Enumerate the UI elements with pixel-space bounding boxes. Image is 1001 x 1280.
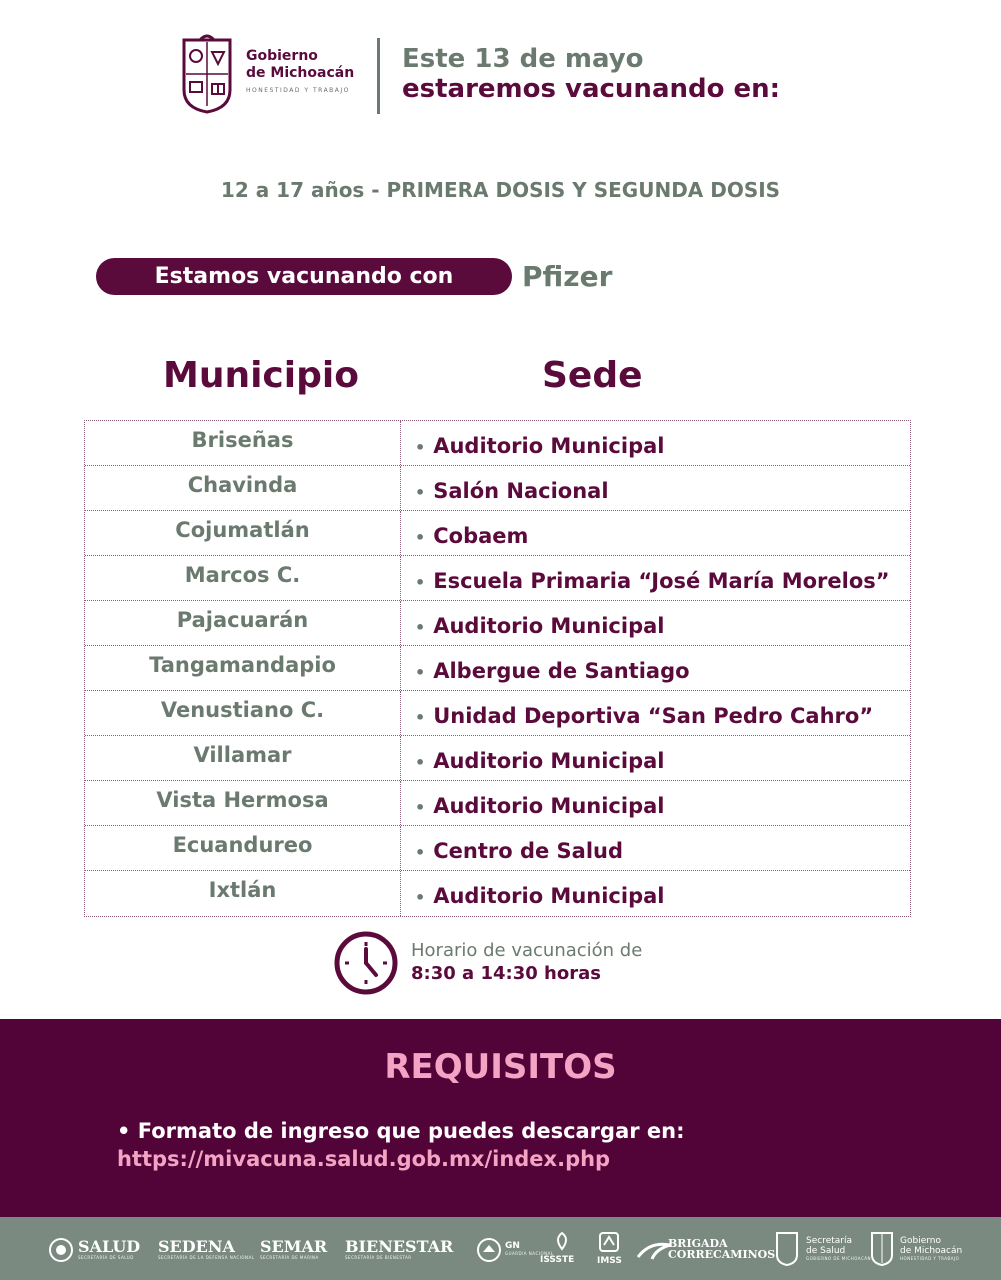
table-row xyxy=(85,781,910,826)
bullet: • xyxy=(415,483,426,502)
requirement-item: • Formato de ingreso que puedes descargar en: xyxy=(117,1119,685,1143)
bullet: • xyxy=(415,753,426,772)
municipio-cell: Vista Hermosa xyxy=(85,781,401,825)
gn-seal-icon xyxy=(476,1237,502,1263)
table-row xyxy=(85,736,910,781)
imss-logo-text: IMSS xyxy=(597,1256,622,1266)
michoacan-shield-icon xyxy=(180,30,234,114)
header xyxy=(178,30,878,120)
requirements-section xyxy=(0,1019,1001,1217)
sede-text: Auditorio Municipal xyxy=(433,614,665,638)
sede-cell xyxy=(401,556,910,600)
bullet: • xyxy=(415,708,426,727)
table-row xyxy=(85,871,910,916)
sede-text: Auditorio Municipal xyxy=(433,794,665,818)
municipio-cell: Cojumatlán xyxy=(85,511,401,555)
salud-logo xyxy=(78,1217,140,1280)
municipio-cell: Tangamandapio xyxy=(85,646,401,690)
locations-table xyxy=(84,420,911,917)
semar-logo-text: SEMAR xyxy=(260,1236,328,1256)
date-line: Este 13 de mayo xyxy=(402,44,644,74)
municipio-header: Municipio xyxy=(163,355,359,396)
michoacan-footer-shield-icon xyxy=(870,1229,894,1267)
sede-text: Auditorio Municipal xyxy=(433,749,665,773)
sede-cell xyxy=(401,646,910,690)
sedena-logo-text: SEDENA xyxy=(158,1236,235,1256)
sede-cell xyxy=(401,871,910,916)
gn-logo-text: GN xyxy=(505,1241,520,1251)
bienestar-logo-sub: SECRETARÍA DE BIENESTAR xyxy=(345,1254,412,1260)
vaccine-brand: Pfizer xyxy=(522,260,613,293)
gm-logo-line1: Gobierno xyxy=(900,1236,941,1246)
sede-text: Auditorio Municipal xyxy=(433,884,665,908)
sede-cell xyxy=(401,466,910,510)
gn-logo xyxy=(505,1217,554,1280)
org-logo-text xyxy=(246,48,354,94)
bienestar-logo xyxy=(345,1217,453,1280)
municipio-cell: Marcos C. xyxy=(85,556,401,600)
gn-logo-sub: GUARDIA NACIONAL xyxy=(505,1251,554,1256)
municipio-cell: Venustiano C. xyxy=(85,691,401,735)
municipio-cell: Villamar xyxy=(85,736,401,780)
sede-cell xyxy=(401,421,910,465)
org-name-line1: Gobierno xyxy=(246,48,318,64)
table-row xyxy=(85,466,910,511)
imss-eagle-icon xyxy=(598,1231,620,1253)
brigada-logo-line2: CORRECAMINOS xyxy=(668,1247,776,1261)
salud-seal-icon xyxy=(48,1237,74,1263)
ssm-logo-line2: de Salud xyxy=(806,1246,846,1256)
sedena-logo-sub: SECRETARÍA DE LA DEFENSA NACIONAL xyxy=(158,1254,255,1260)
sede-text: Unidad Deportiva “San Pedro Cahro” xyxy=(433,704,874,728)
schedule xyxy=(411,940,642,984)
schedule-label: Horario de vacunación de xyxy=(411,940,643,961)
sede-text: Albergue de Santiago xyxy=(433,659,690,683)
table-row xyxy=(85,601,910,646)
brigada-logo xyxy=(668,1217,775,1280)
gm-logo-sub: HONESTIDAD Y TRABAJO xyxy=(900,1256,960,1261)
municipio-cell: Ixtlán xyxy=(85,871,401,916)
bullet: • xyxy=(415,573,426,592)
gm-logo-line2: de Michoacán xyxy=(900,1246,963,1256)
vaccine-label-pill: Estamos vacunando con xyxy=(96,258,512,295)
issste-emblem-icon xyxy=(552,1231,572,1251)
ssm-logo-line1: Secretaría xyxy=(806,1236,852,1246)
sede-text: Escuela Primaria “José María Morelos” xyxy=(433,569,890,593)
clock-icon xyxy=(333,930,399,996)
bullet: • xyxy=(415,843,426,862)
requirement-link[interactable]: https://mivacuna.salud.gob.mx/index.php xyxy=(117,1147,611,1171)
action-line: estaremos vacunando en: xyxy=(402,74,781,104)
org-motto: HONESTIDAD Y TRABAJO xyxy=(246,87,350,94)
sede-text: Salón Nacional xyxy=(433,479,609,503)
sede-text: Auditorio Municipal xyxy=(433,434,665,458)
table-row xyxy=(85,511,910,556)
salud-logo-text: SALUD xyxy=(78,1236,141,1256)
gm-logo xyxy=(900,1217,962,1280)
ssm-shield-icon xyxy=(775,1229,799,1267)
salud-logo-sub: SECRETARÍA DE SALUD xyxy=(78,1254,134,1260)
sede-text: Centro de Salud xyxy=(433,839,624,863)
municipio-cell: Briseñas xyxy=(85,421,401,465)
correcaminos-bird-icon xyxy=(636,1239,672,1261)
sede-cell xyxy=(401,511,910,555)
bienestar-logo-text: BIENESTAR xyxy=(345,1236,454,1256)
bullet: • xyxy=(415,888,426,907)
header-divider xyxy=(377,38,380,114)
sede-header: Sede xyxy=(542,355,643,396)
municipio-cell: Ecuandureo xyxy=(85,826,401,870)
sede-text: Cobaem xyxy=(433,524,529,548)
org-name-line2: de Michoacán xyxy=(246,65,355,81)
sede-cell xyxy=(401,601,910,645)
schedule-hours: 8:30 a 14:30 horas xyxy=(411,963,601,984)
sedena-logo xyxy=(158,1217,255,1280)
sede-cell xyxy=(401,736,910,780)
ssm-logo xyxy=(806,1217,871,1280)
bullet: • xyxy=(415,438,426,457)
age-group: 12 a 17 años - PRIMERA DOSIS Y SEGUNDA DOSIS xyxy=(220,178,781,202)
table-row xyxy=(85,646,910,691)
sede-cell xyxy=(401,826,910,870)
sede-cell xyxy=(401,691,910,735)
bullet: • xyxy=(415,798,426,817)
requirements-title: REQUISITOS xyxy=(384,1047,617,1087)
semar-logo xyxy=(260,1217,327,1280)
table-row xyxy=(85,421,910,466)
table-row xyxy=(85,826,910,871)
ssm-logo-sub: GOBIERNO DE MICHOACÁN xyxy=(806,1256,871,1261)
issste-logo-text: ISSSTE xyxy=(540,1255,575,1265)
footer-logos xyxy=(0,1217,1001,1280)
table-row xyxy=(85,556,910,601)
table-row xyxy=(85,691,910,736)
municipio-cell: Chavinda xyxy=(85,466,401,510)
bullet: • xyxy=(415,663,426,682)
municipio-cell: Pajacuarán xyxy=(85,601,401,645)
brigada-logo-line1: BRIGADA xyxy=(668,1236,728,1250)
semar-logo-sub: SECRETARÍA DE MARINA xyxy=(260,1254,319,1260)
bullet: • xyxy=(415,528,426,547)
bullet: • xyxy=(415,618,426,637)
sede-cell xyxy=(401,781,910,825)
